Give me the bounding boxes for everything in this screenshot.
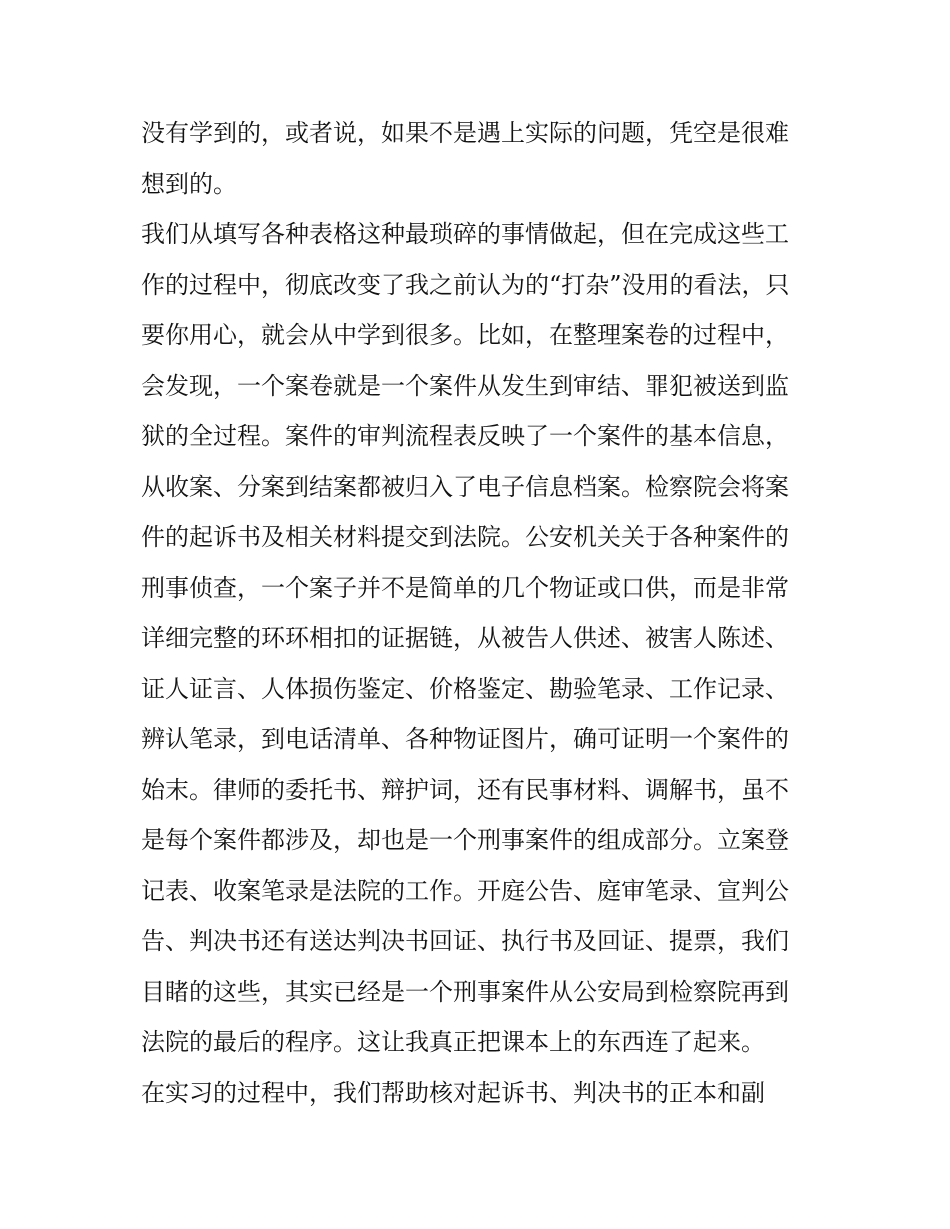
text-line: 我们从填写各种表格这种最琐碎的事情做起，但在完成这些工 [141,220,789,248]
text-line: 证人证言、人体损伤鉴定、价格鉴定、勘验笔录、工作记录、 [141,674,789,703]
text-line: 要你用心，就会从中学到很多。比如，在整理案卷的过程中， [141,321,789,349]
text-line: 在实习的过程中，我们帮助核对起诉书、判决书的正本和副 [141,1078,765,1107]
text-line: 狱的全过程。案件的审判流程表反映了一个案件的基本信息， [141,422,789,450]
text-line: 没有学到的，或者说，如果不是遇上实际的问题，凭空是很难 [141,119,789,147]
text-line: 记表、收案笔录是法院的工作。开庭公告、庭审笔录、宣判公 [141,876,789,905]
text-line: 始末。律师的委托书、辩护词，还有民事材料、调解书，虽不 [141,775,789,804]
text-line: 目睹的这些，其实已经是一个刑事案件从公安局到检察院再到 [141,977,789,1006]
text-line: 想到的。 [141,169,237,198]
text-line: 辨认笔录，到电话清单、各种物证图片，确可证明一个案件的 [141,725,789,753]
text-line: 法院的最后的程序。这让我真正把课本上的东西连了起来。 [141,1028,765,1056]
text-line: 是每个案件都涉及，却也是一个刑事案件的组成部分。立案登 [141,826,789,854]
text-line: 告、判决书还有送达判决书回证、执行书及回证、提票，我们 [141,927,789,955]
body-text [141,108,821,1118]
text-line: 详细完整的环环相扣的证据链，从被告人供述、被害人陈述、 [141,624,789,652]
text-line: 作的过程中，彻底改变了我之前认为的“打杂”没用的看法，只 [141,270,790,299]
text-line: 件的起诉书及相关材料提交到法院。公安机关关于各种案件的 [141,523,789,551]
text-line: 从收案、分案到结案都被归入了电子信息档案。检察院会将案 [141,472,789,501]
text-line: 会发现，一个案卷就是一个案件从发生到审结、罪犯被送到监 [141,371,789,400]
text-line: 刑事侦查，一个案子并不是简单的几个物证或口供，而是非常 [141,573,789,602]
